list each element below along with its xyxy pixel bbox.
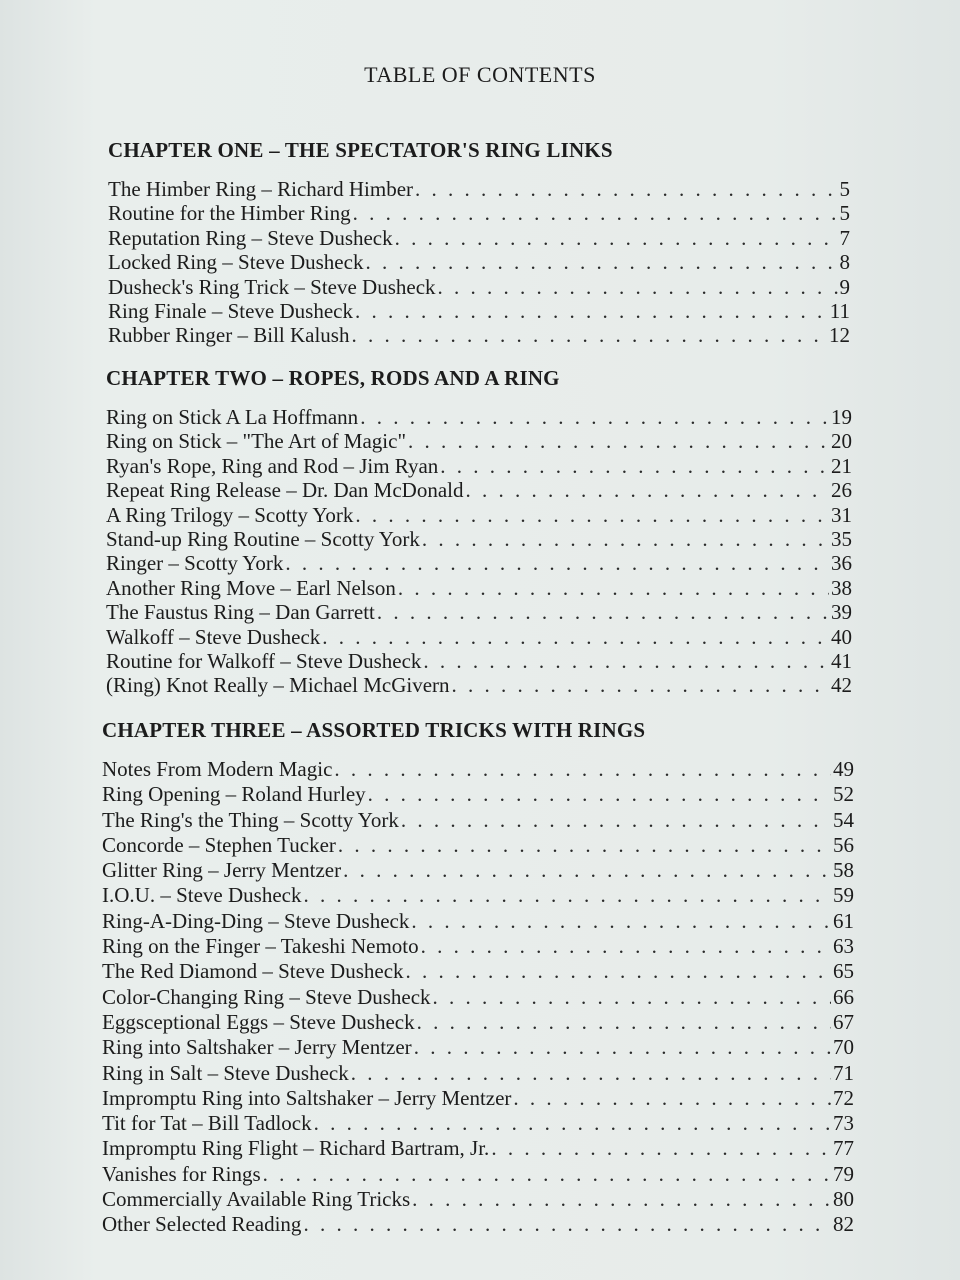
toc-entry — [102, 1086, 854, 1111]
entry-title: The Himber Ring – Richard Himber — [108, 177, 414, 201]
entry-page-number: 56 — [833, 832, 854, 857]
dot-leader — [415, 177, 837, 201]
entry-page-number: 41 — [831, 648, 852, 673]
entry-title: Ryan's Rope, Ring and Rod – Jim Ryan — [106, 453, 439, 478]
toc-entry — [102, 1162, 854, 1187]
dot-leader — [303, 1212, 831, 1237]
entry-title: Repeat Ring Release – Dr. Dan McDonald — [106, 478, 464, 503]
entry-page-number: 38 — [831, 575, 852, 600]
toc-entry — [106, 673, 852, 697]
toc-entry — [102, 1187, 854, 1212]
toc-entry — [106, 429, 852, 453]
entry-title: Routine for Walkoff – Steve Dusheck — [106, 648, 422, 673]
toc-entry — [108, 299, 850, 323]
entry-title: Ring on Stick A La Hoffmann — [106, 405, 359, 429]
dot-leader — [421, 934, 831, 959]
entry-page-number: 77 — [833, 1136, 854, 1161]
entry-page-number: 49 — [833, 757, 854, 781]
dot-leader — [395, 226, 838, 250]
toc-entry — [102, 1111, 854, 1136]
toc-entry — [106, 405, 852, 429]
dot-leader — [513, 1086, 831, 1111]
entry-page-number: 11 — [829, 298, 850, 323]
entry-title: Color-Changing Ring – Steve Dusheck — [102, 984, 431, 1009]
dot-leader — [365, 250, 837, 274]
entry-page-number: 20 — [831, 429, 852, 454]
dot-leader — [360, 405, 829, 429]
entry-title: Rubber Ringer – Bill Kalush — [108, 323, 350, 348]
entry-page-number: 66 — [833, 984, 854, 1009]
chapter-entries — [102, 757, 854, 1238]
toc-entry — [106, 600, 852, 624]
entry-title: The Faustus Ring – Dan Garrett — [106, 600, 375, 625]
entry-title: Routine for the Himber Ring — [108, 201, 351, 226]
entry-title: A Ring Trilogy – Scotty York — [106, 502, 354, 527]
dot-leader — [343, 858, 831, 883]
entry-page-number: 26 — [831, 478, 852, 503]
dot-leader — [351, 323, 827, 347]
dot-leader — [377, 600, 829, 624]
toc-entry — [102, 985, 854, 1010]
toc-entry — [102, 1010, 854, 1035]
entry-title: Glitter Ring – Jerry Mentzer — [102, 858, 342, 883]
entry-page-number: 52 — [833, 782, 854, 807]
toc-entry — [102, 1035, 854, 1060]
toc-entry — [106, 649, 852, 673]
dot-leader — [406, 959, 831, 984]
entry-page-number: 8 — [839, 250, 850, 275]
toc-entry — [102, 909, 854, 934]
entry-title: Ring in Salt – Steve Dusheck — [102, 1060, 349, 1085]
dot-leader — [285, 551, 829, 575]
entry-page-number: 82 — [833, 1212, 854, 1237]
entry-page-number: 67 — [833, 1009, 854, 1034]
entry-title: Impromptu Ring into Saltshaker – Jerry Mentzer — [102, 1085, 512, 1110]
toc-entry — [108, 226, 850, 250]
entry-page-number: 7 — [839, 225, 850, 250]
dot-leader — [422, 527, 829, 551]
dot-leader — [355, 503, 829, 527]
toc-entry — [106, 527, 852, 551]
dot-leader — [411, 909, 831, 934]
entry-title: Impromptu Ring Flight – Richard Bartram, Jr. — [102, 1136, 490, 1161]
entry-page-number: 80 — [833, 1187, 854, 1212]
toc-entry — [106, 625, 852, 649]
entry-title: Locked Ring – Steve Dusheck — [108, 250, 364, 275]
dot-leader — [355, 299, 828, 323]
toc-entry — [102, 934, 854, 959]
chapter-entries — [108, 177, 850, 348]
toc-entry — [108, 201, 850, 225]
chapter-one — [108, 138, 850, 348]
toc-entry — [102, 808, 854, 833]
toc-entry — [102, 959, 854, 984]
toc-entry — [106, 576, 852, 600]
dot-leader — [417, 1010, 831, 1035]
entry-title: Tit for Tat – Bill Tadlock — [102, 1111, 312, 1136]
toc-entry — [102, 757, 854, 782]
entry-page-number: 61 — [833, 908, 854, 933]
entry-page-number: 21 — [831, 453, 852, 478]
entry-title: Ring-A-Ding-Ding – Steve Dusheck — [102, 908, 410, 933]
dot-leader — [351, 1061, 831, 1086]
chapter-three — [102, 718, 854, 1238]
entry-page-number: 54 — [833, 807, 854, 832]
chapter-heading: CHAPTER ONE – THE SPECTATOR'S RING LINKS — [108, 138, 613, 162]
toc-entry — [106, 551, 852, 575]
toc-entry — [108, 250, 850, 274]
entry-title: Commercially Available Ring Tricks — [102, 1187, 411, 1212]
toc-entry — [106, 503, 852, 527]
entry-page-number: 35 — [831, 526, 852, 551]
dot-leader — [491, 1136, 831, 1161]
page-title: TABLE OF CONTENTS — [364, 62, 596, 87]
entry-title: Ring Opening – Roland Hurley — [102, 782, 366, 807]
entry-page-number: 9 — [839, 274, 850, 299]
entry-page-number: 59 — [833, 883, 854, 908]
dot-leader — [438, 275, 838, 299]
dot-leader — [440, 454, 829, 478]
entry-page-number: 72 — [833, 1085, 854, 1110]
toc-entry — [106, 454, 852, 478]
entry-title: I.O.U. – Steve Dusheck — [102, 883, 302, 908]
dot-leader — [322, 625, 829, 649]
chapter-entries — [106, 405, 852, 698]
entry-title: Ring into Saltshaker – Jerry Mentzer — [102, 1035, 412, 1060]
toc-entry — [102, 782, 854, 807]
entry-title: Concorde – Stephen Tucker — [102, 832, 336, 857]
entry-title: Other Selected Reading — [102, 1212, 302, 1237]
chapter-heading: CHAPTER THREE – ASSORTED TRICKS WITH RINGS — [102, 718, 646, 742]
toc-entry — [102, 1212, 854, 1237]
dot-leader — [303, 883, 831, 908]
entry-page-number: 71 — [833, 1060, 854, 1085]
toc-entry — [102, 858, 854, 883]
dot-leader — [401, 808, 831, 833]
dot-leader — [368, 782, 831, 807]
chapter-heading: CHAPTER TWO – ROPES, RODS AND A RING — [106, 366, 560, 390]
entry-title: The Ring's the Thing – Scotty York — [102, 807, 399, 832]
entry-page-number: 65 — [833, 959, 854, 984]
entry-title: Notes From Modern Magic — [102, 757, 333, 781]
entry-page-number: 5 — [839, 201, 850, 226]
entry-title: (Ring) Knot Really – Michael McGivern — [106, 673, 450, 698]
entry-page-number: 58 — [833, 858, 854, 883]
dot-leader — [314, 1111, 831, 1136]
entry-page-number: 12 — [829, 323, 850, 348]
entry-title: Ring Finale – Steve Dusheck — [108, 298, 353, 323]
entry-page-number: 42 — [831, 673, 852, 698]
entry-page-number: 39 — [831, 600, 852, 625]
entry-page-number: 70 — [833, 1035, 854, 1060]
dot-leader — [353, 201, 838, 225]
entry-page-number: 63 — [833, 934, 854, 959]
dot-leader — [452, 673, 829, 697]
dot-leader — [433, 985, 831, 1010]
dot-leader — [398, 576, 829, 600]
entry-title: Dusheck's Ring Trick – Steve Dusheck — [108, 274, 436, 299]
toc-entry — [102, 833, 854, 858]
toc-entry — [102, 1061, 854, 1086]
dot-leader — [423, 649, 829, 673]
toc-entry — [106, 478, 852, 502]
entry-page-number: 40 — [831, 624, 852, 649]
dot-leader — [466, 478, 830, 502]
entry-title: Stand-up Ring Routine – Scotty York — [106, 526, 420, 551]
dot-leader — [414, 1035, 831, 1060]
entry-title: Vanishes for Rings — [102, 1161, 261, 1186]
toc-entry — [102, 1136, 854, 1161]
dot-leader — [334, 757, 831, 782]
entry-title: Eggsceptional Eggs – Steve Dusheck — [102, 1009, 415, 1034]
entry-title: Ring on Stick – "The Art of Magic" — [106, 429, 407, 454]
entry-page-number: 31 — [831, 502, 852, 527]
dot-leader — [412, 1187, 831, 1212]
dot-leader — [408, 429, 829, 453]
entry-page-number: 73 — [833, 1111, 854, 1136]
entry-page-number: 5 — [839, 177, 850, 201]
toc-entry — [108, 177, 850, 201]
entry-title: Ringer – Scotty York — [106, 551, 284, 576]
entry-title: Ring on the Finger – Takeshi Nemoto — [102, 934, 419, 959]
entry-title: Reputation Ring – Steve Dusheck — [108, 225, 393, 250]
entry-page-number: 79 — [833, 1161, 854, 1186]
entry-page-number: 19 — [831, 405, 852, 429]
toc-entry — [108, 275, 850, 299]
entry-title: Another Ring Move – Earl Nelson — [106, 575, 396, 600]
entry-page-number: 36 — [831, 551, 852, 576]
dot-leader — [263, 1162, 831, 1187]
toc-entry — [108, 323, 850, 347]
entry-title: Walkoff – Steve Dusheck — [106, 624, 321, 649]
entry-title: The Red Diamond – Steve Dusheck — [102, 959, 404, 984]
toc-entry — [102, 883, 854, 908]
chapter-two — [106, 366, 852, 698]
dot-leader — [338, 833, 831, 858]
